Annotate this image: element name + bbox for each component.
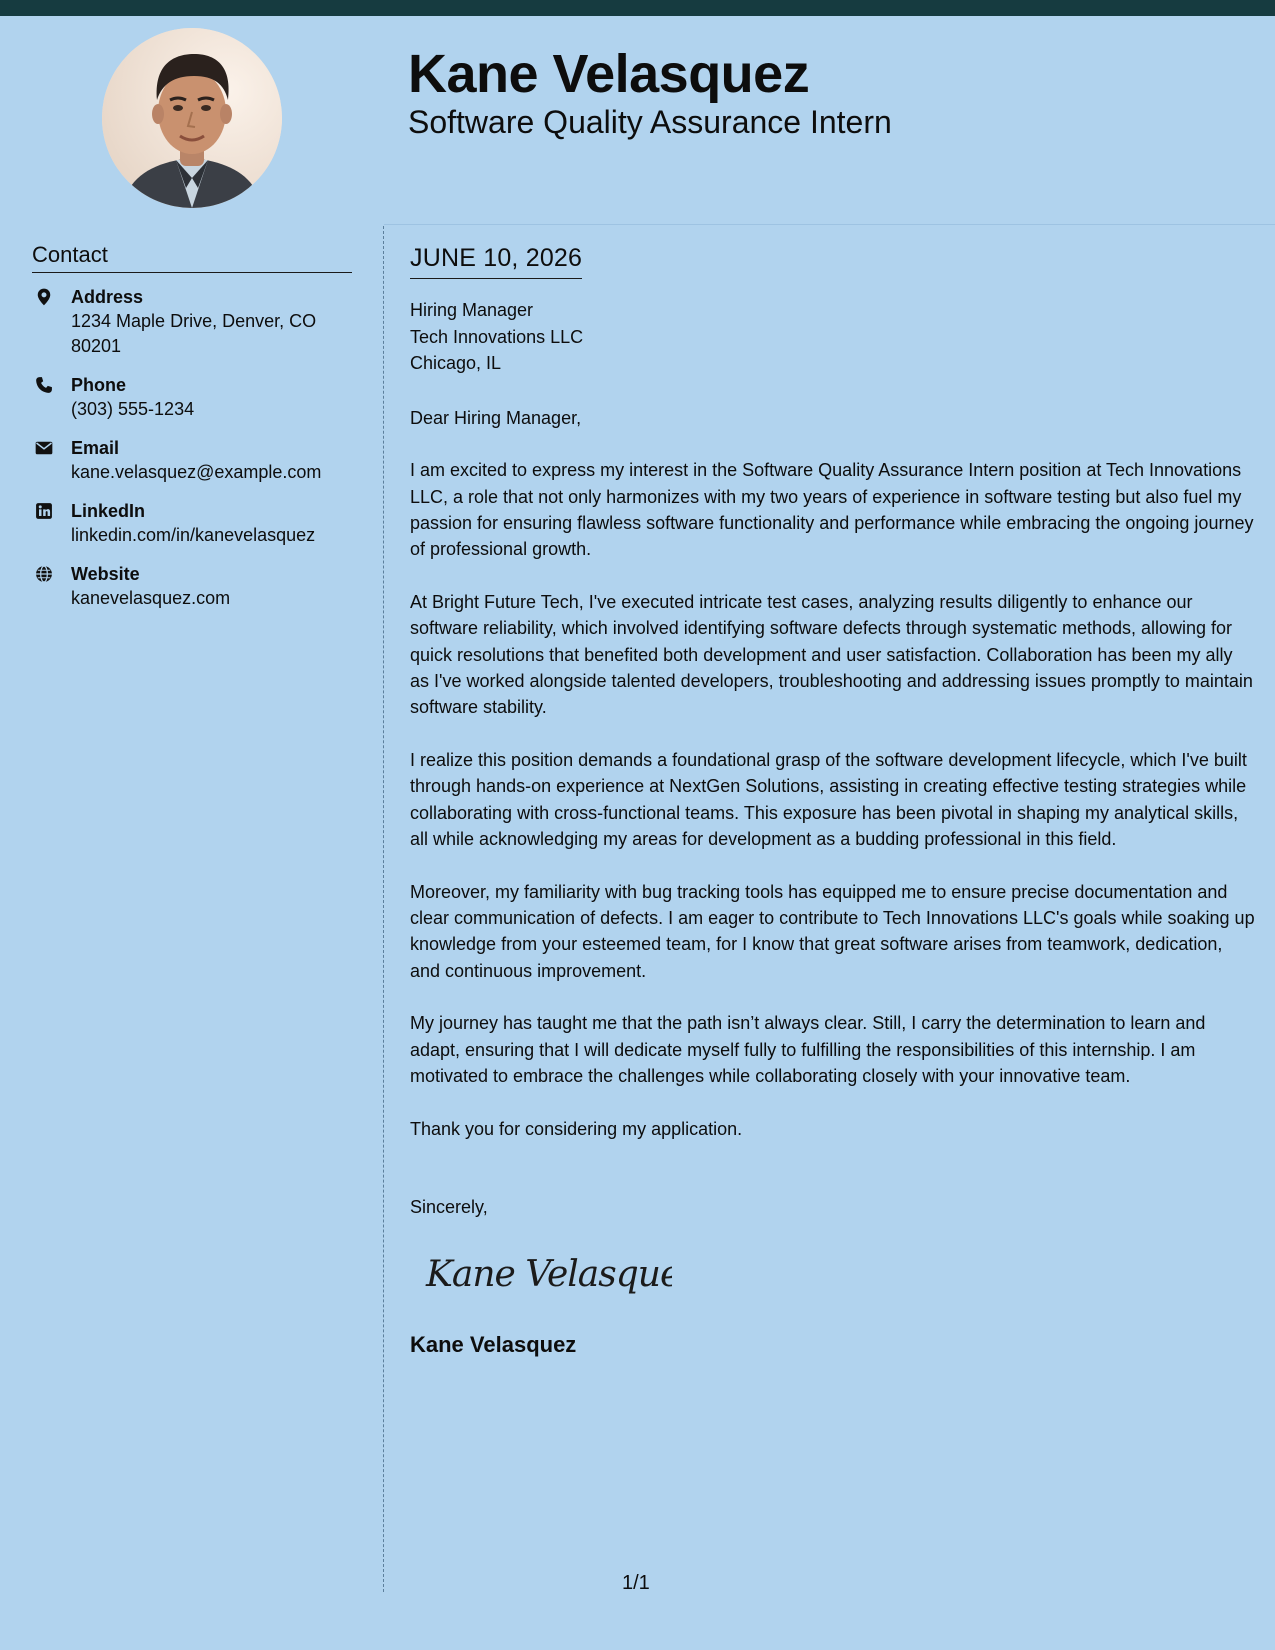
contact-label: Website bbox=[71, 564, 140, 584]
contact-label: Phone bbox=[71, 375, 127, 395]
header-rule bbox=[384, 224, 1275, 225]
printed-name: Kane Velasquez bbox=[410, 1331, 577, 1357]
contact-phone bbox=[32, 373, 352, 422]
phone-icon bbox=[34, 375, 54, 395]
body-paragraph: Thank you for considering my application. bbox=[410, 1118, 743, 1139]
greeting: Dear Hiring Manager, bbox=[410, 407, 582, 428]
contact-sidebar bbox=[32, 240, 352, 625]
envelope-icon bbox=[34, 438, 54, 458]
contact-label: LinkedIn bbox=[71, 501, 146, 521]
signature-text: Kane Velasquez bbox=[426, 1254, 672, 1296]
linkedin-icon bbox=[34, 501, 54, 521]
page-number: 1/1 bbox=[622, 1572, 650, 1594]
portrait-image bbox=[102, 28, 282, 208]
contact-value: kane.velasquez@example.com bbox=[71, 462, 322, 482]
contact-value: kanevelasquez.com bbox=[71, 588, 231, 608]
recipient-block bbox=[410, 297, 1255, 377]
body-paragraph: I realize this position demands a foundational grasp of the software development lifecycle, which I've built through hands-on experience at NextGen Solutions, assisting in creating effective testing strategies while collaborating with cross-functional teams. This exposure has been pivotal in shaping my analytical skills, all while acknowledging my areas for development as a budding professional in this field. bbox=[410, 749, 1247, 849]
job-title: Software Quality Assurance Intern bbox=[408, 104, 892, 140]
contact-value: (303) 555-1234 bbox=[71, 399, 195, 419]
contact-value: linkedin.com/in/kanevelasquez bbox=[71, 525, 316, 545]
contact-heading: Contact bbox=[32, 240, 352, 273]
avatar bbox=[102, 28, 282, 208]
closing: Sincerely, bbox=[410, 1197, 488, 1218]
letter-body bbox=[410, 240, 1255, 1360]
contact-label: Email bbox=[71, 438, 120, 458]
globe-icon bbox=[34, 564, 54, 584]
signature-image bbox=[422, 1238, 672, 1308]
contact-linkedin bbox=[32, 499, 352, 548]
recipient-line: Chicago, IL bbox=[410, 353, 502, 373]
contact-label: Address bbox=[71, 287, 144, 307]
top-bar bbox=[0, 0, 1275, 16]
column-divider bbox=[383, 226, 384, 1592]
applicant-name: Kane Velasquez bbox=[408, 44, 810, 104]
body-paragraph: At Bright Future Tech, I've executed intricate test cases, analyzing results diligently to enhance our software reliability, which involved identifying software defects through systematic methods, allowing for quick resolutions that benefited both development and user satisfaction. Collaboration has been my ally as I've worked alongside talented developers, troubleshooting and addressing issues promptly to maintain software stability. bbox=[410, 591, 1253, 718]
contact-value: 1234 Maple Drive, Denver, CO 80201 bbox=[71, 311, 317, 356]
contact-address bbox=[32, 285, 352, 359]
body-paragraph: Moreover, my familiarity with bug tracking tools has equipped me to ensure precise documentation and clear communication of defects. I am eager to contribute to Tech Innovations LLC's goals while soaking up knowledge from your esteemed team, for I know that great software arises from teamwork, dedication, and continuous improvement. bbox=[410, 881, 1255, 981]
contact-website bbox=[32, 562, 352, 611]
map-pin-icon bbox=[34, 287, 54, 307]
contact-email bbox=[32, 436, 352, 485]
body-paragraph: I am excited to express my interest in the Software Quality Assurance Intern position at Tech Innovations LLC, a role that not only harmonizes with my two years of experience in software testing but also fuel my passion for ensuring flawless software functionality and performance while embracing the ongoing journey of professional growth. bbox=[410, 460, 1254, 560]
body-paragraph: My journey has taught me that the path isn’t always clear. Still, I carry the determination to learn and adapt, ensuring that I will dedicate myself fully to fulfilling the responsibilities of this internship. I am motivated to embrace the challenges while collaborating closely with your innovative team. bbox=[410, 1013, 1206, 1086]
recipient-line: Tech Innovations LLC bbox=[410, 326, 584, 347]
letter-date: JUNE 10, 2026 bbox=[410, 240, 582, 279]
recipient-line: Hiring Manager bbox=[410, 300, 534, 320]
